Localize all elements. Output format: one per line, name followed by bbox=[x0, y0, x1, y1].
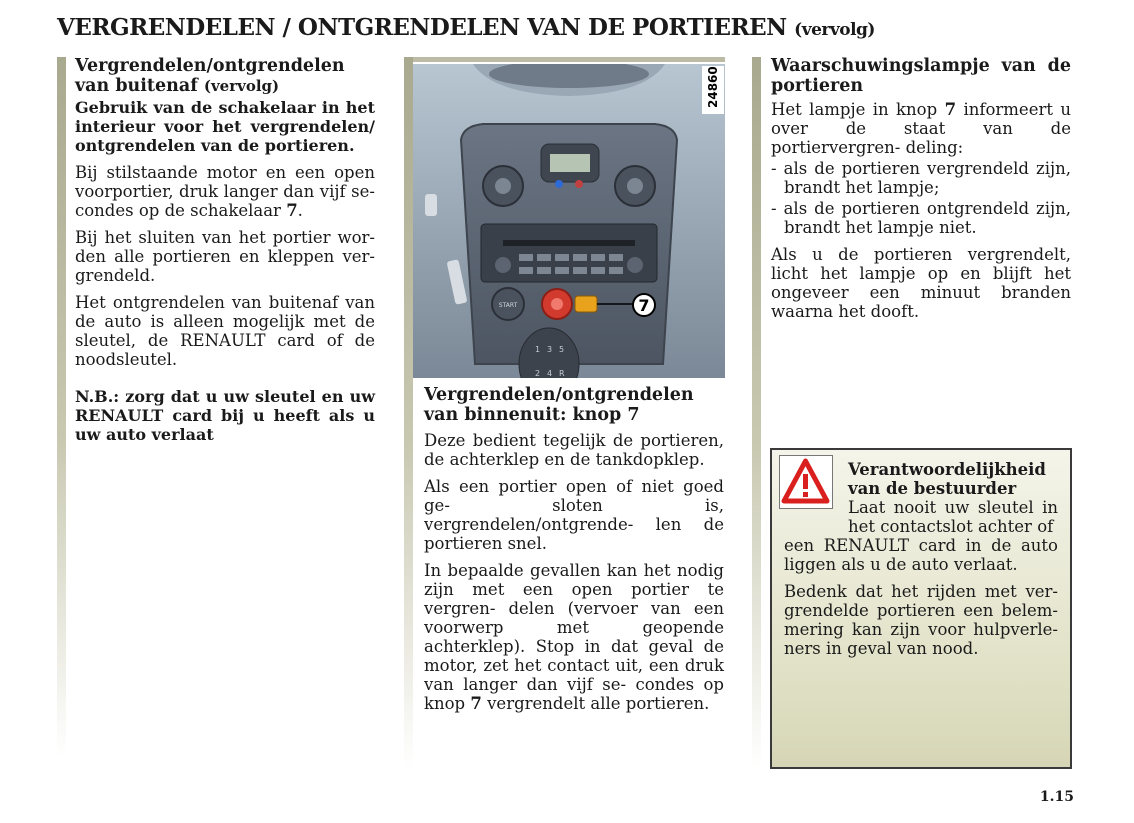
left-paragraph-3: Het ontgrendelen van buitenaf van de auto is alleen mogelijk met de sleutel, de RENAULT card of de noodsleutel. bbox=[75, 293, 375, 369]
warning-paragraph-2: Bedenk dat het rijden met ver- grendelde portieren een belem- mering kan zijn voor hulpverle- ners in geval van nood. bbox=[784, 582, 1058, 658]
right-heading: Waarschuwingslampje van de portieren bbox=[771, 56, 1071, 96]
left-note: N.B.: zorg dat u uw sleutel en uw RENAULT card bij u heeft als u uw auto verlaat bbox=[75, 387, 375, 444]
start-button-label: START bbox=[498, 302, 518, 309]
warning-paragraph-1-lead: Laat nooit uw sleutel in het contactslot achter of bbox=[848, 498, 1058, 536]
page-title-suffix: (vervolg) bbox=[794, 20, 875, 40]
warning-paragraph-1-rest: een RENAULT card in de auto liggen als u de auto verlaat. bbox=[784, 536, 1058, 574]
warning-box bbox=[770, 448, 1072, 769]
warning-title: Verantwoordelijkheid van de bestuurder bbox=[848, 460, 1046, 498]
gear-label-r: R bbox=[559, 369, 565, 378]
middle-paragraph-3: In bepaalde gevallen kan het nodig zijn met een open portier te vergren- delen (vervoer van een voorwerp met geopende achterklep). Stop in dat geval de motor, zet het contact uit, een druk van langer dan vijf se- condes op knop 7 vergrendelt alle portieren. bbox=[424, 561, 724, 713]
warning-content bbox=[784, 460, 1058, 666]
right-gutter bbox=[752, 57, 761, 769]
middle-paragraph-1: Deze bedient tegelijk de portieren, de achterklep en de tankdopklep. bbox=[424, 431, 724, 469]
page-title bbox=[57, 14, 875, 41]
page-title-main: VERGRENDELEN / ONTGRENDELEN VAN DE PORTIEREN bbox=[57, 14, 787, 41]
middle-gutter bbox=[404, 57, 413, 769]
middle-column bbox=[424, 385, 724, 721]
figure-top-bar bbox=[413, 57, 725, 62]
gear-label-4: 4 bbox=[547, 369, 553, 378]
left-paragraph-1: Bij stilstaande motor en een open voorportier, druk langer dan vijf se- condes op de schakelaar 7. bbox=[75, 163, 375, 220]
right-paragraph-2: Als u de portieren vergrendelt, licht het lampje op en blijft het ongeveer een minuut branden waarna het dooft. bbox=[771, 245, 1071, 321]
gear-label-3: 3 bbox=[547, 345, 553, 354]
left-heading: Vergrendelen/ontgrendelen van buitenaf (vervolg) bbox=[75, 56, 345, 96]
middle-heading: Vergrendelen/ontgrendelen van binnenuit: knop 7 bbox=[424, 385, 694, 425]
gear-label-2: 2 bbox=[535, 369, 541, 378]
gear-label-5: 5 bbox=[559, 345, 565, 354]
dashboard-illustration bbox=[413, 64, 725, 378]
middle-paragraph-2: Als een portier open of niet goed ge- sloten is, vergrendelen/ontgrende- len de portieren snel. bbox=[424, 477, 724, 553]
gear-label-1: 1 bbox=[535, 345, 541, 354]
left-intro: Gebruik van de schakelaar in het interieur voor het vergrendelen/ ontgrendelen van de portieren. bbox=[75, 98, 375, 155]
left-paragraph-2: Bij het sluiten van het portier wor- den alle portieren en kleppen ver- grendeld. bbox=[75, 228, 375, 285]
right-bullet-2: - als de portieren ontgrendeld zijn, brandt het lampje niet. bbox=[771, 199, 1071, 237]
left-gutter bbox=[57, 57, 66, 757]
left-column bbox=[75, 56, 375, 452]
dashboard-figure bbox=[413, 64, 725, 378]
right-bullet-1: - als de portieren vergrendeld zijn, brandt het lampje; bbox=[771, 159, 1071, 197]
right-paragraph-1: Het lampje in knop 7 informeert u over de staat van de portiervergren- deling: bbox=[771, 100, 1071, 157]
callout-number: 7 bbox=[638, 296, 650, 315]
page-number: 1.15 bbox=[1039, 789, 1074, 805]
figure-reference-number: 24860 bbox=[706, 66, 720, 108]
right-column bbox=[771, 56, 1071, 329]
